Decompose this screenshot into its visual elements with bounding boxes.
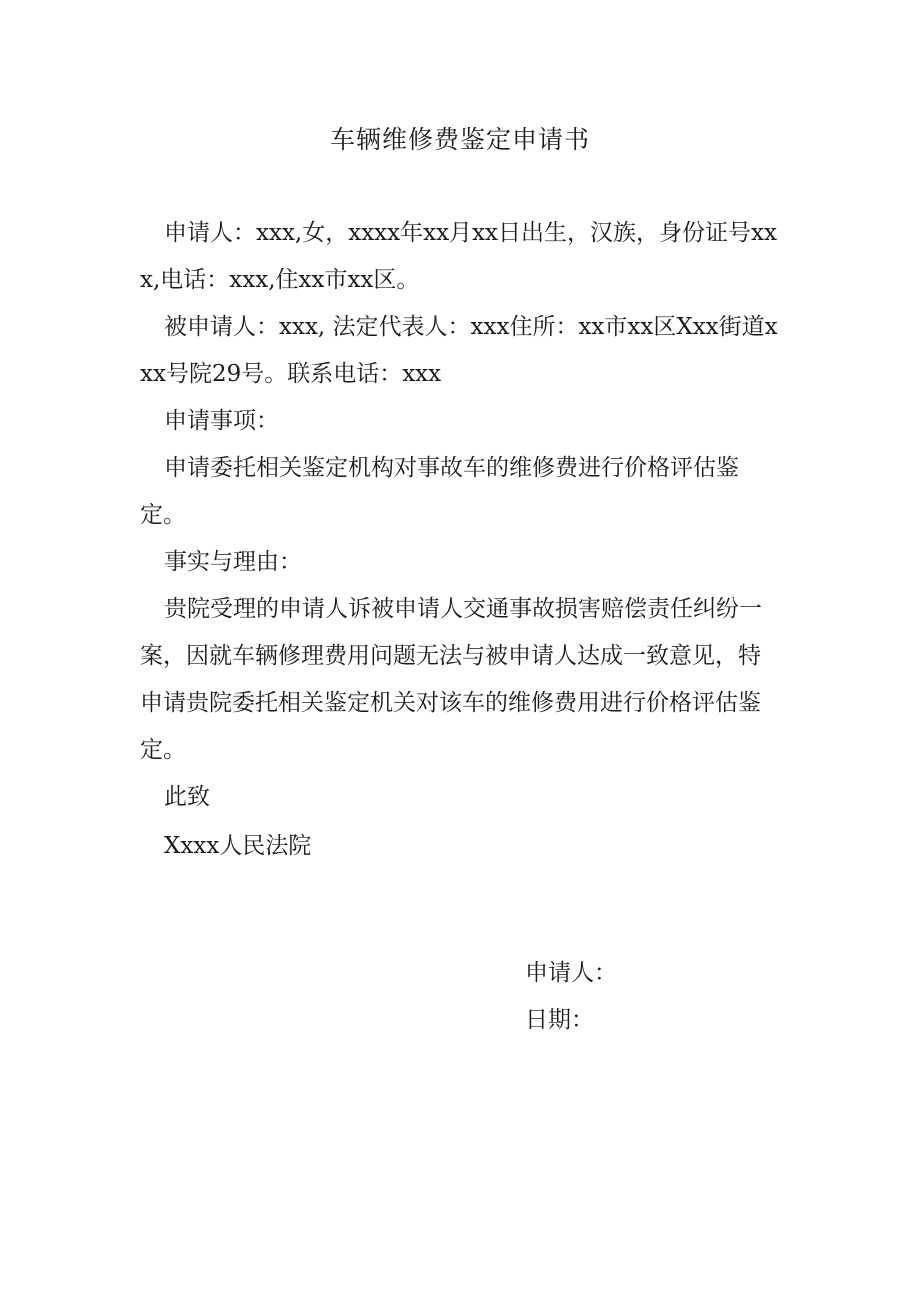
document-title: 车辆维修费鉴定申请书 (329, 125, 590, 154)
facts-paragraph: 贵院受理的申请人诉被申请人交通事故损害赔偿责任纠纷一案，因就车辆修理费用问题无法与被申请人达成一致意见，特申请贵院委托相关鉴定机关对该车的维修费用进行价格评估鉴定。 (140, 596, 762, 763)
request-heading: 申请事项： (164, 408, 279, 434)
signature-block (525, 950, 617, 1044)
request-paragraph: 申请委托相关鉴定机构对事故车的维修费进行价格评估鉴定。 (140, 455, 739, 528)
applicant-paragraph: 申请人：xxx,女，xxxx年xx月xx日出生，汉族，身份证号xxx,电话：xxx,住xx市xx区。 (140, 220, 777, 293)
signature-applicant-label: 申请人： (525, 960, 617, 986)
respondent-paragraph: 被申请人：xxx, 法定代表人：xxx住所：xx市xx区Xxx街道xxx号院29号。联系电话：xxx (140, 314, 778, 387)
facts-heading: 事实与理由： (164, 549, 302, 575)
signature-date-label: 日期： (525, 1007, 594, 1033)
salutation: 此致 (164, 784, 210, 810)
court-name: Xxxx人民法院 (164, 833, 312, 859)
document-body (140, 210, 782, 870)
